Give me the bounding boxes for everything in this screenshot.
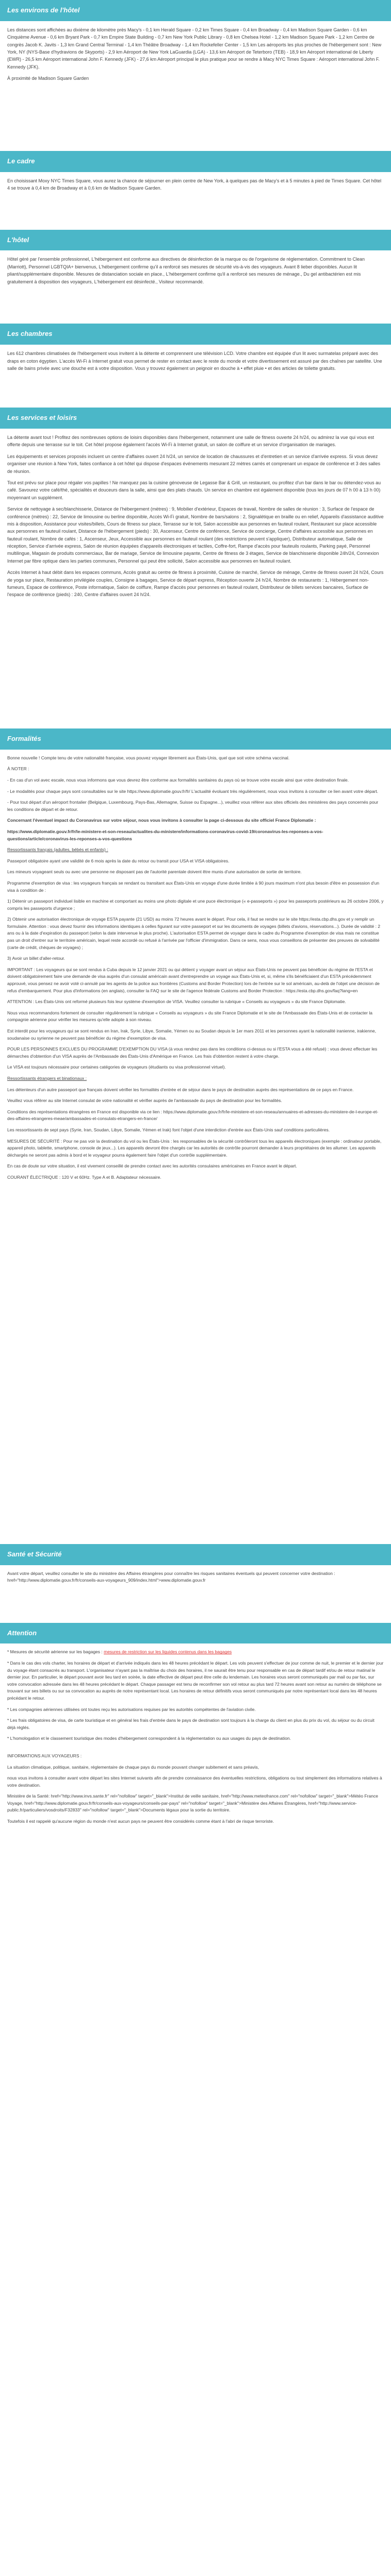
- section-hotel: [0, 230, 391, 324]
- paragraph: - Le modalités pour chaque pays sont consultables sur le site https://www.diplomatie.gouv.fr/fr/ L'actualité évoluant très régulièrement, nous vous invitons à consulter ce lien avant votre départ.: [7, 788, 379, 794]
- paragraph: Ressortissants étrangers et binationaux :: [7, 1075, 87, 1081]
- section-attention: [0, 1623, 391, 2459]
- section-content: [0, 21, 391, 151]
- section-content: [0, 429, 391, 728]
- section-title: L'hôtel: [0, 230, 391, 251]
- paragraph: Nous vous recommandons fortement de consulter régulièrement la rubrique « Conseils au voyageurs » du site France Diplomatie et le site de l'Ambassade des États-Unis et de contacter la compagnie aérienne pour vérifier les mesures qu'elle adopte à son niveau.: [7, 1010, 372, 1023]
- section-content: [0, 250, 391, 324]
- paragraph: Tout est prévu sur place pour régaler vos papilles ! Ne manquez pas la cuisine génoveuse de Legasse Bar & Grill, un restaurant, ou profitez d'un bar dans le bar ou détendez-vous au café. Savourez votre café/thé, spécialités et douceurs dans la salle, ainsi que des plats chauds. Un service en chambre est également disponible (tous les jours de 07 h 00 à 13 h 00) moyennant un supplément.: [7, 480, 381, 500]
- paragraph: Veuillez vous référer au site Internet consulat de votre nationalité et vérifier auprès de l'ambassade du pays de destination pour les formalités.: [7, 1098, 282, 1104]
- restriction-link[interactable]: mesures de restriction sur les liquides contenus dans les bagages: [104, 1649, 232, 1655]
- section-content: [0, 345, 391, 408]
- paragraph: * L'homologation et le classement touristique des modes d'hébergement correspondent à la réglementation ou aux usages du pays de destination.: [7, 1736, 291, 1741]
- paragraph: Conditions des représentations étrangères en France est disponible via ce lien : https://www.diplomatie.gouv.fr/fr/le-ministere-et-son-reseau/annuaires-et-adresses-du-ministere-de-l-europe-et-des-affaires-etrangeres-meae/ambassades-et-consulats-etrangers-en-france/: [7, 1109, 379, 1122]
- paragraph: Accès Internet à haut débit dans les espaces communs, Accès gratuit au centre de fitness à proximité, Cuisine de marché, Service de ménage, Centre de fitness ouvert 24 h/24, Cours de yoga sur place, Restauration privilégiée couples, Consigne à bagages, Service de départ express, Réception ouverte 24 h/24, Nombre de restaurants : 1, Hébergement non-fumeurs, Espace de conférence, Poste informatique, Salon de coiffure, Rampe d'accès pour personnes en fauteuil roulant, Distributeur de billets services bancaires, Surface de l'espace de conférence (pieds) : 240, Centre d'affaires ouvert 24 h/24.: [7, 570, 384, 598]
- paragraph: * Les frais obligatoires de visa, de carte touristique et en général les frais d'entrée dans le pays de destination sont toujours à la charge du client en plus du prix du vol, du séjour ou du circuit déjà réglés.: [7, 1718, 374, 1730]
- section-title: Formalités: [0, 728, 391, 750]
- section-sante: [0, 1544, 391, 1623]
- paragraph: IMPORTANT : Les voyageurs qui se sont rendus à Cuba depuis le 12 janvier 2021 ou qui détient y voyager avant un séjour aux États-Unis ne peuvent pas bénéficier du régime de l'ESTA et doivent obligatoirement faire une demande de visa auprès d'un consulat américain avant d'entreprendre un voyage aux États-Unis et, si, même s'ils bénéficiaient d'un ESTA précédemment approuvé, vous pensez ne avoir voté ci-annulé par les agents de la police aux frontières (Customs and Border Protection) lors de l'entrée sur le sol américain, au-delà de l'objet une décision de refus d'embarquement. Pour plus d'informations (en anglais), consulter la FAQ sur le site de l'agence fédérale Customs and Border Protection : https://esta.cbp.dhs.gov/faq?lang=en: [7, 967, 380, 993]
- section-title: Les chambres: [0, 324, 391, 345]
- paragraph: Les équipements et services proposés incluent un centre d'affaires ouvert 24 h/24, un service de location de chaussures et d'entretien et un service d'arrivée express. Si vous devez organiser une réunion à New York, faites confiance à cet hôtel qui dispose d'espaces événements mesurant 22 mètres carrés et comprenant un espace de conférence et 3 des salles de réunion.: [7, 453, 381, 474]
- paragraph: Service de nettoyage à sec/blanchisserie, Distance de l'hébergement (mètres) : 9, Mobilier d'extérieur, Espaces de travail, Nombre de salles de réunion : 3, Surface de l'espace de conférence (mètres) : 22, Service de limousine ou berline disponible, Accès Wi-Fi gratuit, Nombre de bars/salons : 2, Signalétique en braille ou en relief, Appareils d'assistance auditive mis à disposition, Assistance pour visites/billets, Cours de fitness sur place, Terrasse sur le toit, Salon accessible aux personnes en fauteuil roulant, Restaurant sur place accessible aux personnes en fauteuil roulant, Distance de l'hébergement (pieds) : 30, Ascenseur, Centre de conférence, Service de concierge, Centre d'affaires accessible aux personnes en fauteuil roulant, Nombre de cafés : 1, Ascenseur, Jeux, Accessible aux personnes en fauteuil roulant (des restrictions peuvent s'appliquer), Distributeur automatique, Salle de réception, Service d'arrivée express, Salon de réunion équipées d'appareils électroniques et tactiles, Coffre-fort, Rampe d'accès pour fauteuils roulants, Parking payé, Personnel multilingue, Magasin de produits commerciaux, Bar de mariage, Service de limousine payante, Centre de fitness de 3 étages, Service de blanchisserie disponible 24h/24, Connexion Internet par fibre optique dans les parties communes, Personnel qui peut être sollicité, Salon accessible aux personnes en fauteuil roulant.: [7, 506, 384, 564]
- paragraph: Est interdit pour les voyageurs qui se sont rendus en Iran, Irak, Syrie, Libye, Somalie, Yémen ou au Soudan depuis le 1er mars 2011 et les personnes ayant la nationalité iranienne, irakienne, soudanaise ou syrienne ne peuvent pas bénéficier du régime d'exemption de visa.: [7, 1028, 377, 1041]
- paragraph: Les mineurs voyageant seuls ou avec une personne ne disposant pas de l'autorité parentale doivent être munis d'une autorisation de sortie de territoire.: [7, 869, 302, 875]
- paragraph: Programme d'exemption de visa : les voyageurs français se rendant ou transitant aux États-Unis en voyage d'une durée limitée à 90 jours maximum n'ont plus besoin d'être en possession d'un visa à condition de :: [7, 880, 380, 893]
- section-title: Les services et loisirs: [0, 408, 391, 429]
- attention-text: * Mesures de sécurité aérienne sur les bagages :: [7, 1649, 103, 1655]
- paragraph: 1) Détenir un passeport individuel lisible en machine et comportant au moins une photo digitale et une puce électronique (« e-passeports ») pour les passeports postérieurs au 26 octobre 2006, y compris les passeports d'urgence ;: [7, 899, 384, 911]
- section-chambres: [0, 324, 391, 408]
- paragraph: Les 612 chambres climatisées de l'hébergement vous invitent à la détente et comprennent une télévision LCD. Votre chambre est équipée d'un lit avec surmatelas préparé avec des draps en coton égyptien. L'accès Wi-Fi à Internet gratuit vous permet de rester en contact avec le reste du monde et votre divertissement est assuré par des chaînes par satellite. Une salle de bains privée avec une douche est à votre disposition. Vous y trouvez également un peignoir en douche à • effet pluie • et des articles de toilette gratuits.: [7, 351, 382, 371]
- paragraph: Bonne nouvelle ! Compte tenu de votre nationalité française, vous pouvez voyager librement aux États-Unis, quel que soit votre schéma vaccinal.: [7, 755, 290, 760]
- paragraph: Le VISA est toujours nécessaire pour certaines catégories de voyageurs (étudiants ou visa professionnel virtuel).: [7, 1064, 226, 1070]
- paragraph: En cas de doute sur votre situation, il est vivement conseillé de prendre contact avec les autorités consulaires américaines en France avant le départ.: [7, 1163, 297, 1169]
- paragraph: INFORMATIONS AUX VOYAGEURS :: [7, 1753, 82, 1758]
- paragraph: 2) Obtenir une autorisation électronique de voyage ESTA payante (21 USD) au moins 72 heures avant le départ. Pour cela, il faut se rendre sur le site https://esta.cbp.dhs.gov et y remplir un formulaire. Attention : vous devez fournir des informations identiques à celles figurant sur votre passeport et sur les documents de voyages (billets d'avions, réservations...). Durée de validité : 2 ans ou à la date d'expiration du passeport (selon la date intervenue le plus proche). L'autorisation ESTA permet de voyager dans le cadre du Programme d'exemption de visa mais ne constitue pas un droit d'entrer sur le territoire américain, lequel reste accordé ou refusé à l'arrivée par l'officier d'immigration. Dans ce sens, nous vous conseillons de présenter des preuves de solvabilité (carte de crédit, chèques de voyages) ;: [7, 917, 381, 950]
- paragraph: - Pour tout départ d'un aéroport frontalier (Belgique, Luxembourg, Pays-Bas, Allemagne, Suisse ou Espagne...), veuillez vous référer aux sites officiels des ministères des pays concernés pour les conditions de départ et de retour.: [7, 800, 379, 812]
- paragraph: Les ressortissants de sept pays (Syrie, Iran, Soudan, Libye, Somalie, Yémen et Irak) font l'objet d'une interdiction d'entrée aux États-Unis sauf conditions particulières.: [7, 1127, 330, 1132]
- paragraph: Hôtel géré par l'ensemble professionnel, L'hébergement est conforme aux directives de désinfection de la marque ou de l'organisme de réglementation. Commitment to Clean (Marriott), Personnel LGBTQIA+ bienvenus, L'hébergement confirme qu'il a renforcé ses mesures de sécurité vis-à-vis des voyageurs. Avant 8 lieber disponibles. Aucun lit pliant/supplémentaire disponible. Mesures de distanciation sociale en place., L'hébergement confirme qu'il a renforcé ses mesures de ménage., Du gel antibactérien est mis gratuitement à disposition des voyageurs, L'hébergement est désinfecté., Visiteur recommandé.: [7, 257, 365, 284]
- paragraph: nous vous invitons à consulter avant votre départ les sites Internet suivants afin de prendre connaissance des éventuelles restrictions, obligations ou tout simplement des informations relatives à votre destination.: [7, 1775, 382, 1788]
- paragraph: Avant votre départ, veuillez consulter le site du ministère des Affaires étrangères pour connaître les risques sanitaires éventuels qui peuvent concerner votre destination : href="http://www.diplomatie.gouv.fr/fr/conseils-aux-voyageurs_909/index.html">www.diplomatie.gouv.fr: [7, 1570, 335, 1583]
- section-environs: [0, 0, 391, 151]
- paragraph: * Les compagnies aériennes utilisées ont toutes reçu les autorisations requises par les autorités compétentes de l'aviation civile.: [7, 1706, 256, 1712]
- section-formalites: [0, 728, 391, 1544]
- section-content: [0, 1643, 391, 2459]
- section-content: [0, 750, 391, 1544]
- section-services: [0, 408, 391, 728]
- paragraph: ATTENTION : Les États-Unis ont reformé plusieurs fois leur système d'exemption de VISA. Veuillez consulter la rubrique « Conseils au voyageurs » du site France Diplomatie.: [7, 999, 346, 1005]
- section-title: Les environs de l'hôtel: [0, 0, 391, 21]
- paragraph: Ressortissants français (adultes, bébés et enfants) :: [7, 847, 108, 853]
- paragraph: La détente avant tout ! Profitez des nombreuses options de loisirs disponibles dans l'hébergement, notamment une salle de fitness ouverte 24 h/24, ou admirez la vue qui vous est offerte depuis une terrasse sur le toit. Cet hôtel propose également l'accès Wi-Fi à Internet gratuit, un salon de coiffure et un service d'organisation de mariages.: [7, 434, 374, 448]
- paragraph: * Dans le cas des vols charter, les horaires de départ et d'arrivée indiqués dans les 48 heures précédant le départ. Les vols peuvent s'effectuer de jour comme de nuit, le premier et le dernier jour du voyage étant consacrés au transport. L'organisateur n'ayant pas la maîtrise du choix des horaires, il ne saurait être tenu pour responsable en cas de départ tardif et/ou de retour matinal le dernier jour. En particulier, le départ pouvant avoir lieu tard en soirée, la date effective de départ peut être celle du lendemain. Les horaires vous seront communiqués par mail ou par fax, sur votre convocation adressée dans les 48 heures précédant le départ. Chaque passager est tenu de reconfirmer son vol retour au plus tard 72 heures avant son retour au numéro de téléphone se trouvant sur ses billets ou sur sa convocation au auprès de notre représentant local. Les horaires de retour définitifs vous seront communiqués par notre représentant local dans les 48 heures précédant le retour.: [7, 1660, 384, 1701]
- links-paragraph[interactable]: Ministère de la Santé: href="http://www.invs.sante.fr" rel="nofollow" target="_blank">Institut de veille sanitaire, href="http://www.meteofrance.com" rel="nofollow" target="_blank">Météo France Voyage, href="http://www.diplomatie.gouv.fr/fr/conseils-aux-voyageurs/conseils-par-pays" rel="nofollow" target="_blank">Ministère des Affaires Étrangères, href="http://www.service-public.fr/particuliers/vosdroits/F32833" rel="nofollow" target="_blank">Documents légaux pour la sortie du territoire.: [7, 1793, 378, 1813]
- paragraph: À NOTER :: [7, 766, 29, 772]
- section-title: Le cadre: [0, 151, 391, 172]
- section-content: [0, 172, 391, 230]
- paragraph: MESURES DE SÉCURITÉ : Pour ne pas voir la destination du vol ou les États-Unis : les responsables de la sécurité contrôleront tous les appareils électroniques (exemple : ordinateur portable, appareil photo, tablette, smartphone, console de jeux...). Les appareils devront être chargés car les autorités de contrôle pourront demander à leurs propriétaires de les allumer. Les appareils déchargés ne seront pas admis à bord et le voyageur pourra également faire l'objet d'un contrôle supplémentaire.: [7, 1138, 382, 1158]
- paragraph: À proximité de Madison Square Garden: [7, 76, 89, 81]
- paragraph: 3) Avoir un billet d'aller-retour.: [7, 956, 66, 961]
- paragraph: Concernant l'éventuel impact du Coronavirus sur votre séjour, nous vous invitons à consulter la page ci-dessous du site officiel France Diplomatie :: [7, 818, 316, 823]
- paragraph: - En cas d'un vol avec escale, nous vous informons que vous devrez être conforme aux formalités sanitaires du pays où se trouve votre escale ainsi que votre destination finale.: [7, 777, 349, 783]
- paragraph: POUR LES PERSONNES EXCLUES DU PROGRAMME D'EXEMPTION DU VISA (à vous rendrez pas dans les conditions ci-dessus ou si l'ESTA vous a été refusé) : vous devez effectuer les démarches d'obtention d'un VISA auprès de l'Ambassade des États-Unis d'Amérique en France. Les frais d'obtention restent à votre charge.: [7, 1046, 378, 1059]
- paragraph: Les détenteurs d'un autre passeport que français doivent vérifier les formalités d'entrée et de séjour dans le pays de destination auprès des représentations de ce pays en France.: [7, 1087, 354, 1092]
- section-title: Santé et Sécurité: [0, 1544, 391, 1565]
- section-cadre: [0, 151, 391, 230]
- paragraph: Toutefois il est rappelé qu'aucune région du monde n'est aucun pays ne peuvent être considérés comme étant à l'abri de risque terroriste.: [7, 1819, 274, 1824]
- covid-link[interactable]: https://www.diplomatie.gouv.fr/fr/le-ministere-et-son-reseau/actualites-du-ministere/informations-coronavirus-covid-19/coronavirus-les-reponses-a-vos-questions/article/coronavirus-les-reponses-a-vos-questions: [7, 828, 323, 841]
- paragraph: [7, 1649, 384, 1656]
- section-content: [0, 1565, 391, 1623]
- paragraph: La situation climatique, politique, sanitaire, réglementaire de chaque pays du monde pouvant changer subitement et sans préavis,: [7, 1764, 259, 1770]
- paragraph: Les distances sont affichées au dixième de kilomètre près Macy's - 0,1 km Herald Square - 0,2 km Times Square - 0,4 km Broadway - 0,4 km Madison Square Garden - 0,6 km Cinquième Avenue - 0,6 km Bryant Park - 0,7 km Empire State Building - 0,7 km New York Public Library - 0,8 km Chelsea Hotel - 1,2 km Madison Square Park - 1,2 km Centre de congrès Jacob K. Javits - 1,3 km Grand Central Terminal - 1,4 km Théâtre Broadway - 1,4 km Rockefeller Center - 1,5 km Les aéroports les plus proches de l'hébergement sont : New York, NY (NYS-Base d'hydravions de Skyports) - 2,9 km Aéroport de New York LaGuardia (LGA) - 13,6 km Aéroport de Teterboro (TEB) - 18,9 km Aéroport international de Liberty (EWR) - 26,5 km Aéroport international John F. Kennedy (JFK) - 27,6 km Aéroport principal le plus pratique pour se rendre à Macy NYC Times Square : Aéroport international John F. Kennedy (JFK).: [7, 27, 382, 70]
- paragraph: Passeport obligatoire ayant une validité de 6 mois après la date du retour ou transit pour USA et VISA obligatoires.: [7, 858, 230, 863]
- section-title: Attention: [0, 1623, 391, 1644]
- paragraph: En choisissant Moxy NYC Times Square, vous aurez la chance de séjourner en plein centre de New York, à quelques pas de Macy's et à 5 minutes à pied de Times Square. Cet hôtel 4 se trouve à 0,4 km de Broadway et à 0,6 km de Madison Square Garden.: [7, 178, 382, 191]
- paragraph: COURANT ÉLECTRIQUE : 120 V et 60Hz. Type A et B. Adaptateur nécessaire.: [7, 1174, 161, 1180]
